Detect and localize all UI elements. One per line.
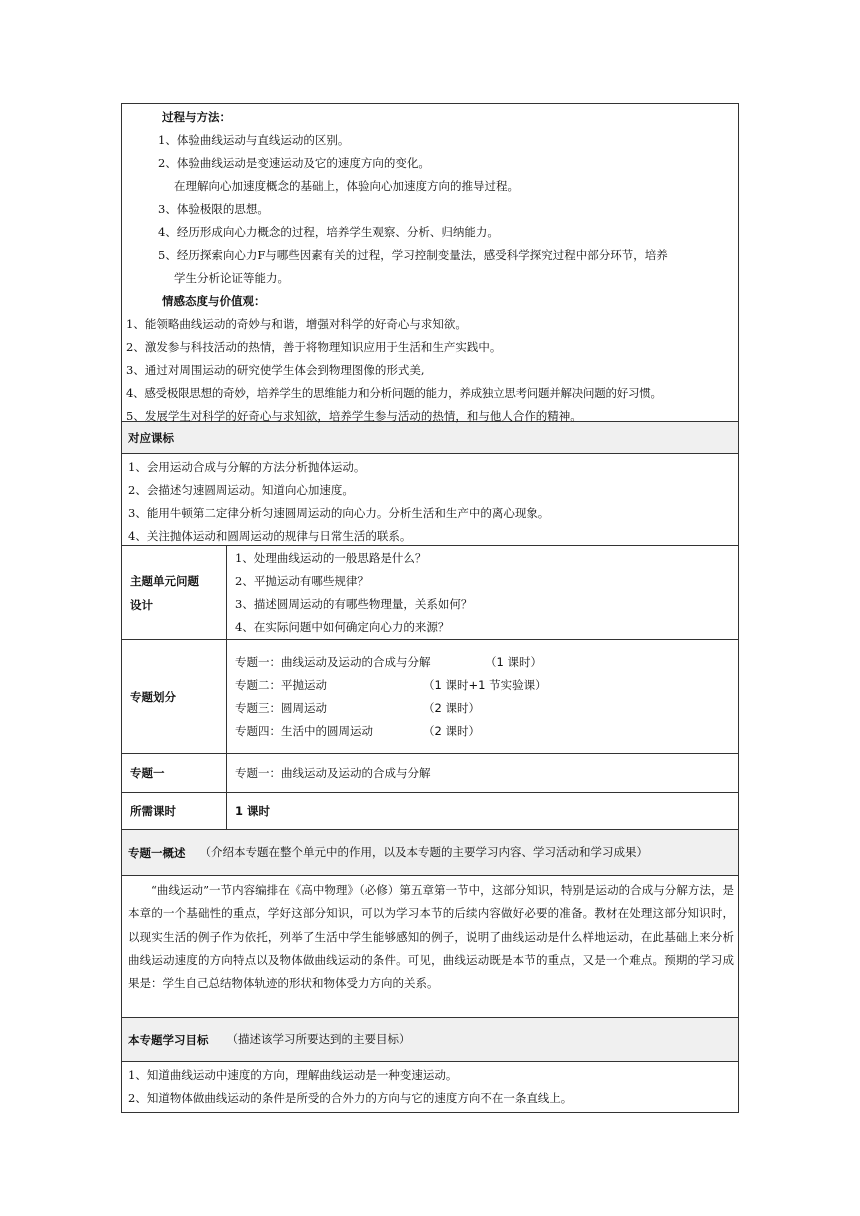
topic1-row	[122, 754, 738, 793]
goal-item: 2、知道物体做曲线运动的条件是所受的合外力的方向与它的速度方向不在一条直线上。	[128, 1091, 573, 1105]
topics-list	[227, 640, 738, 753]
overview-note: （介绍本专题在整个单元中的作用，以及本专题的主要学习内容、学习活动和学习成果）	[199, 845, 648, 859]
emotion-item: 2、激发参与科技活动的热情，善于将物理知识应用于生活和生产实践中。	[126, 340, 502, 354]
topic-name: 专题四：生活中的圆周运动	[235, 723, 373, 738]
hours-label-cell	[122, 793, 227, 829]
topic1-value-cell	[227, 754, 738, 792]
topic-hours: （1 课时）	[485, 654, 542, 669]
topic-hours: （2 课时）	[423, 700, 480, 715]
topic-item	[235, 651, 738, 674]
emotion-item: 3、通过对周围运动的研究使学生体会到物理图像的形式美,	[126, 363, 425, 377]
topic-name: 专题二：平抛运动	[235, 677, 327, 692]
topic1-value: 专题一：曲线运动及运动的合成与分解	[235, 765, 431, 780]
hours-value-cell	[227, 793, 738, 829]
questions-list	[227, 546, 738, 639]
hours-label: 所需课时	[130, 804, 176, 818]
questions-label-cell	[122, 546, 227, 639]
goals-list	[122, 1062, 738, 1113]
question-item: 3、描述圆周运动的有哪些物理量，关系如何？	[235, 596, 473, 611]
goals-heading: 本专题学习目标	[128, 1032, 209, 1047]
questions-label-line1: 主题单元问题	[130, 573, 199, 588]
goals-header-row	[122, 1018, 738, 1062]
overview-body	[122, 876, 738, 1018]
goal-item: 1、知道曲线运动中速度的方向，理解曲线运动是一种变速运动。	[128, 1068, 458, 1082]
process-item: 1、体验曲线运动与直线运动的区别。	[158, 133, 350, 147]
standards-heading: 对应课标	[128, 430, 174, 445]
objectives-cell	[122, 104, 738, 422]
topic1-label-cell	[122, 754, 227, 792]
process-item: 在理解向心加速度概念的基础上，体验向心加速度方向的推导过程。	[174, 179, 519, 193]
standard-item: 4、关注抛体运动和圆周运动的规律与日常生活的联系。	[128, 529, 412, 543]
lesson-plan-table	[121, 103, 739, 1113]
process-item: 2、体验曲线运动是变速运动及它的速度方向的变化。	[158, 156, 430, 170]
overview-heading: 专题一概述	[128, 845, 186, 860]
topic1-label: 专题一	[130, 766, 165, 780]
overview-header-row	[122, 830, 738, 876]
process-item: 4、经历形成向心力概念的过程，培养学生观察、分析、归纳能力。	[158, 225, 499, 239]
emotion-heading: 情感态度与价值观：	[162, 294, 266, 308]
emotion-item: 5、发展学生对科学的好奇心与求知欲，培养学生参与活动的热情，和与他人合作的精神。	[126, 409, 582, 423]
emotion-item: 4、感受极限思想的奇妙，培养学生的思维能力和分析问题的能力，养成独立思考问题并解决问题的好习惯。	[126, 386, 662, 400]
emotion-item: 1、能领略曲线运动的奇妙与和谐，增强对科学的好奇心与求知欲。	[126, 317, 467, 331]
topic-hours: （2 课时）	[423, 723, 480, 738]
hours-row	[122, 793, 738, 830]
topic-item	[235, 720, 738, 743]
standard-item: 2、会描述匀速圆周运动。知道向心加速度。	[128, 483, 354, 497]
topics-label: 专题划分	[130, 689, 176, 704]
hours-value: 1 课时	[235, 803, 271, 818]
standard-item: 1、会用运动合成与分解的方法分析抛体运动。	[128, 460, 366, 474]
process-item: 学生分析论证等能力。	[174, 271, 289, 285]
standards-list	[122, 454, 738, 546]
question-item: 1、处理曲线运动的一般思路是什么？	[235, 550, 427, 565]
topic-name: 专题三：圆周运动	[235, 700, 327, 715]
standard-item: 3、能用牛顿第二定律分析匀速圆周运动的向心力。分析生活和生产中的离心现象。	[128, 506, 550, 520]
topic-item	[235, 697, 738, 720]
question-item: 2、平抛运动有哪些规律？	[235, 573, 369, 588]
questions-row	[122, 546, 738, 640]
topic-hours: （1 课时+1 节实验课）	[423, 677, 547, 692]
overview-text: “曲线运动”一节内容编排在《高中物理》（必修）第五章第一节中，这部分知识，特别是运动的合成与分解方法，是本章的一个基础性的重点，学好这部分知识，可以为学习本节的后续内容做好必要的准备。教材在处理这部分知识时，以现实生活的例子作为依托，列举了生活中学生能够感知的例子，说明了曲线运动是什么样地运动，在此基础上来分析曲线运动速度的方向特点以及物体做曲线运动的条件。可见，曲线运动既是本节的重点，又是一个难点。预期的学习成果是：学生自己总结物体轨迹的形状和物体受力方向的关系。	[128, 883, 734, 991]
goals-note: （描述该学习所要达到的主要目标）	[226, 1032, 411, 1046]
topic-item	[235, 674, 738, 697]
topics-row	[122, 640, 738, 754]
question-item: 4、在实际问题中如何确定向心力的来源？	[235, 619, 450, 634]
process-heading: 过程与方法：	[162, 110, 231, 124]
topic-name: 专题一：曲线运动及运动的合成与分解	[235, 654, 431, 669]
process-item: 3、体验极限的思想。	[158, 202, 269, 216]
questions-label-line2: 设计	[130, 597, 153, 612]
process-item: 5、经历探索向心力F与哪些因素有关的过程，学习控制变量法，感受科学探究过程中部分环节，培养	[158, 248, 668, 262]
topics-label-cell	[122, 640, 227, 753]
